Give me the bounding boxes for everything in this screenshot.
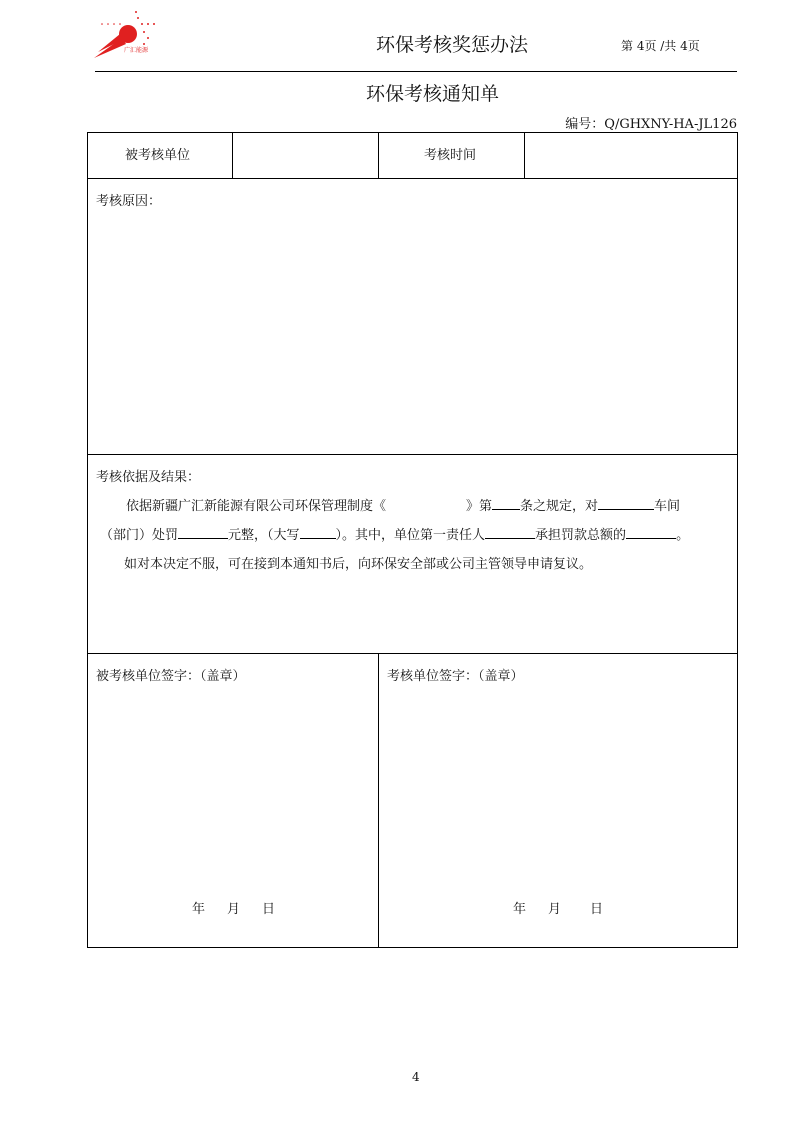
fine-uppercase-blank[interactable] [300,524,336,539]
unit-value-field[interactable] [232,132,379,179]
svg-text:广汇能源: 广汇能源 [124,47,149,54]
text: 元整，（大写 [228,528,300,543]
text: 》第 [466,499,493,514]
sign-left-label: 被考核单位签字：（盖章） [96,669,246,684]
basis-section [87,454,738,654]
date-day: 日 [262,902,276,917]
unit-label: 被考核单位 [125,148,191,163]
form-title: 环保考核通知单 [366,83,500,105]
date-year: 年 [513,902,527,917]
unit-label-cell [87,132,233,179]
basis-label: 考核依据及结果： [96,470,201,485]
regulation-blank[interactable] [386,496,466,510]
text: 条之规定，对 [520,499,599,514]
article-blank[interactable] [492,495,520,510]
page-number: 4 [412,1070,420,1084]
text: 车间 [654,499,681,514]
reason-label: 考核原因： [96,194,162,209]
form-code: 编号：Q/GHXNY-HA-JL126 [565,117,737,132]
responsible-person-blank[interactable] [485,524,535,539]
basis-line-1 [126,495,680,514]
text: 承担罚款总额的 [535,528,627,543]
header-title: 环保考核奖惩办法 [376,34,529,56]
date-month: 月 [548,902,562,917]
text: ）。其中，单位第一责任人 [335,528,486,543]
text: （部门）处罚 [100,528,179,543]
page-info: 第 4页 /共 4页 [621,39,700,53]
reason-section[interactable] [87,178,738,455]
header-divider [95,71,737,72]
sign-right-section[interactable] [378,653,738,948]
company-logo [92,8,160,60]
time-label-cell [378,132,525,179]
sign-left-section[interactable] [87,653,379,948]
basis-line-3: 如对本决定不服，可在接到本通知书后，向环保安全部或公司主管领导申请复议。 [124,557,593,572]
share-blank[interactable] [626,524,676,539]
date-year: 年 [192,902,206,917]
text: 。 [676,528,690,543]
date-day: 日 [590,902,604,917]
text: 依据新疆广汇新能源有限公司环保管理制度《 [126,499,387,514]
workshop-blank[interactable] [598,495,654,510]
fine-amount-blank[interactable] [178,524,228,539]
sign-right-label: 考核单位签字：（盖章） [387,669,524,684]
date-month: 月 [227,902,241,917]
basis-line-2 [100,524,689,543]
time-label: 考核时间 [424,148,477,163]
time-value-field[interactable] [524,132,738,179]
